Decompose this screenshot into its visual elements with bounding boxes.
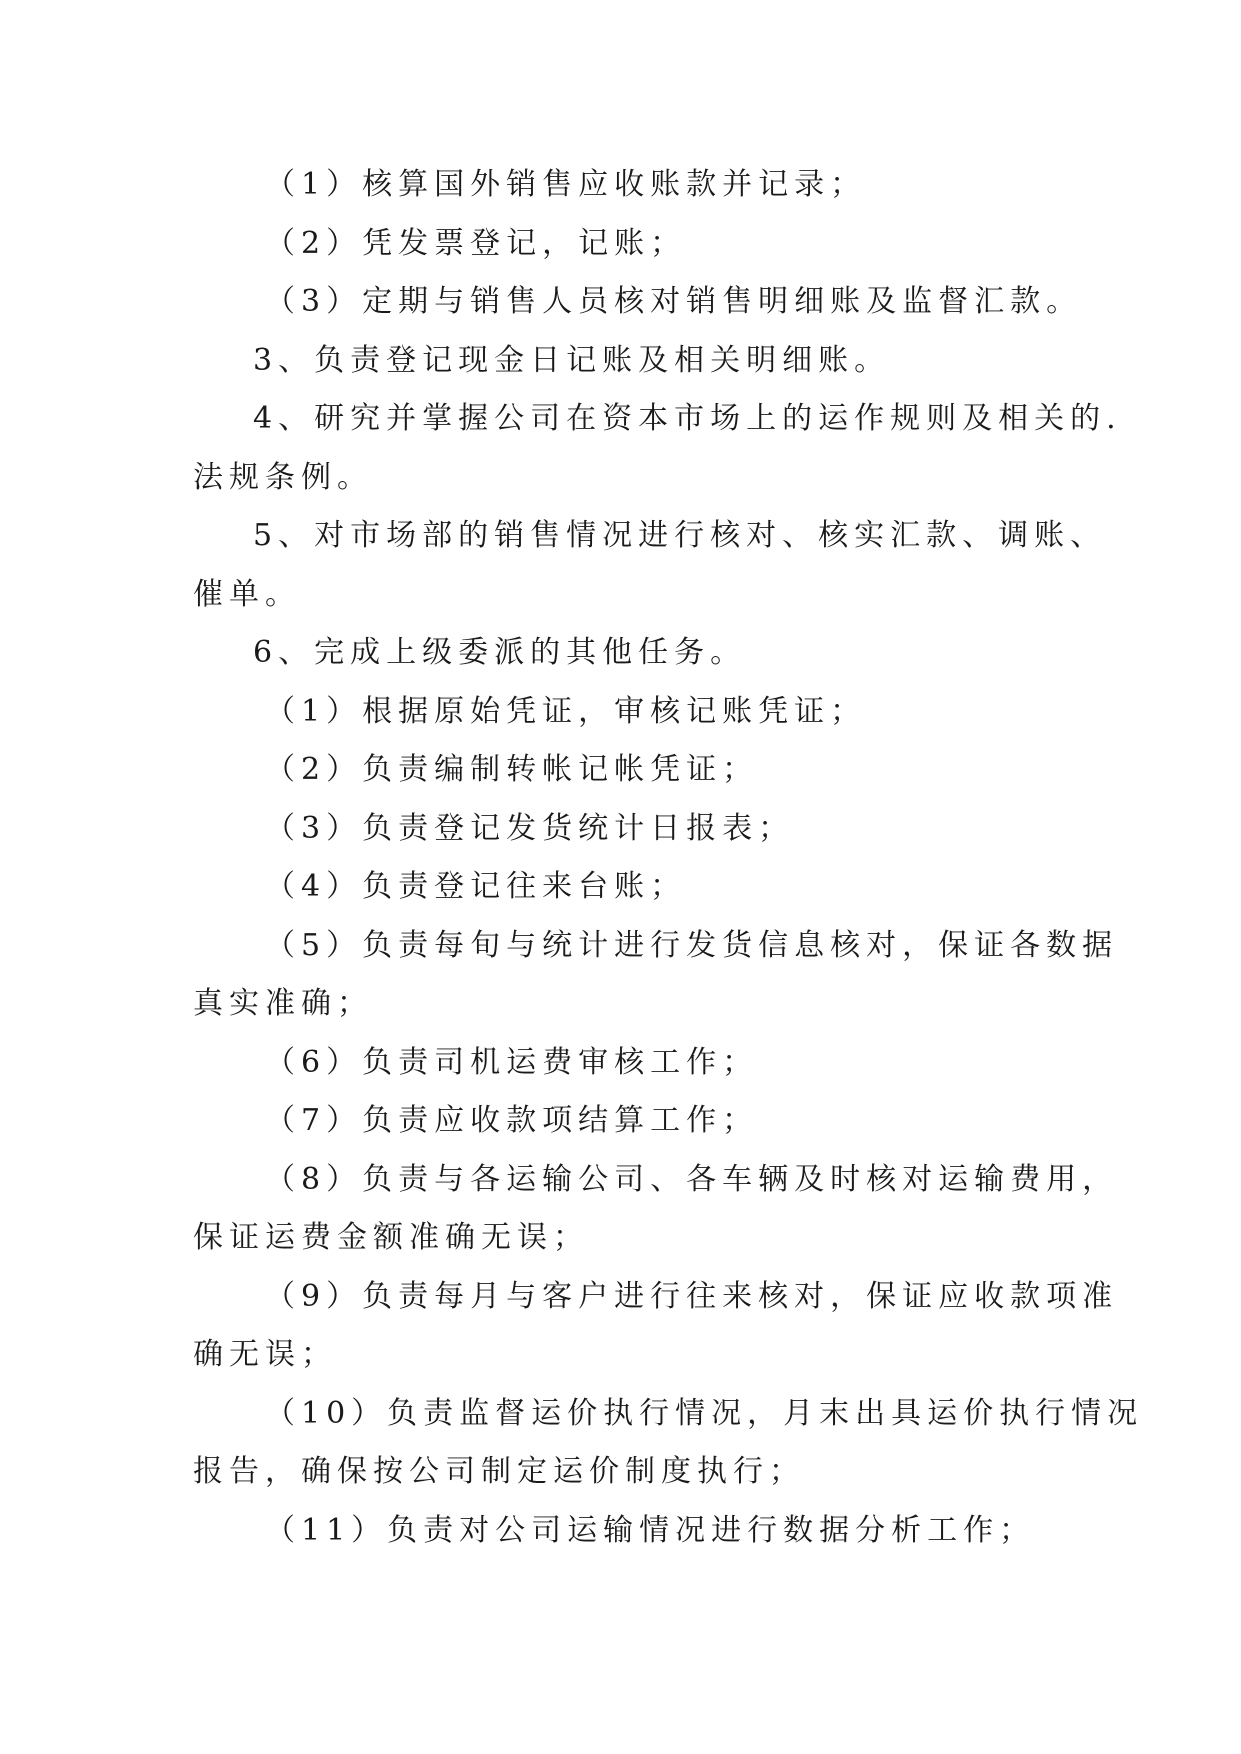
text-line-2: （2）凭发票登记，记账；: [265, 225, 687, 261]
text-line-6: 法规条例。: [193, 459, 373, 495]
text-line-13: （4）负责登记往来台账；: [265, 869, 687, 904]
text-line-9: 6、完成上级委派的其他任务。: [253, 635, 747, 670]
text-line-17: （7）负责应收款项结算工作；: [265, 1103, 759, 1138]
text-line-14: （5）负责每旬与统计进行发货信息核对，保证各数据: [265, 927, 1119, 963]
text-line-8: 催单。: [193, 576, 301, 612]
text-line-10: （1）根据原始凭证，审核记账凭证；: [265, 693, 867, 729]
text-line-24: （11）负责对公司运输情况进行数据分析工作；: [265, 1512, 1036, 1548]
document-body: [193, 156, 1144, 1560]
text-line-5: 4、研究并掌握公司在资本市场上的运作规则及相关的.: [253, 401, 1122, 436]
text-line-18: （8）负责与各运输公司、各车辆及时核对运输费用，: [265, 1161, 1119, 1197]
text-line-22: （10）负责监督运价执行情况，月末出具运价执行情况: [265, 1395, 1144, 1431]
text-line-16: （6）负责司机运费审核工作；: [265, 1044, 759, 1080]
text-line-15: 真实准确；: [193, 986, 373, 1021]
text-line-3: （3）定期与销售人员核对销售明细账及监督汇款。: [265, 284, 1083, 319]
text-line-11: （2）负责编制转帐记帐凭证；: [265, 752, 759, 787]
text-line-12: （3）负责登记发货统计日报表；: [265, 810, 795, 846]
text-line-21: 确无误；: [193, 1337, 337, 1372]
text-line-23: 报告，确保按公司制定运价制度执行；: [193, 1454, 805, 1489]
text-line-7: 5、对市场部的销售情况进行核对、核实汇款、调账、: [253, 518, 1107, 553]
text-line-19: 保证运费金额准确无误；: [193, 1220, 589, 1255]
text-line-4: 3、负责登记现金日记账及相关明细账。: [253, 342, 891, 378]
text-line-1: （1）核算国外销售应收账款并记录；: [265, 167, 867, 202]
text-line-20: （9）负责每月与客户进行往来核对，保证应收款项准: [265, 1278, 1119, 1314]
